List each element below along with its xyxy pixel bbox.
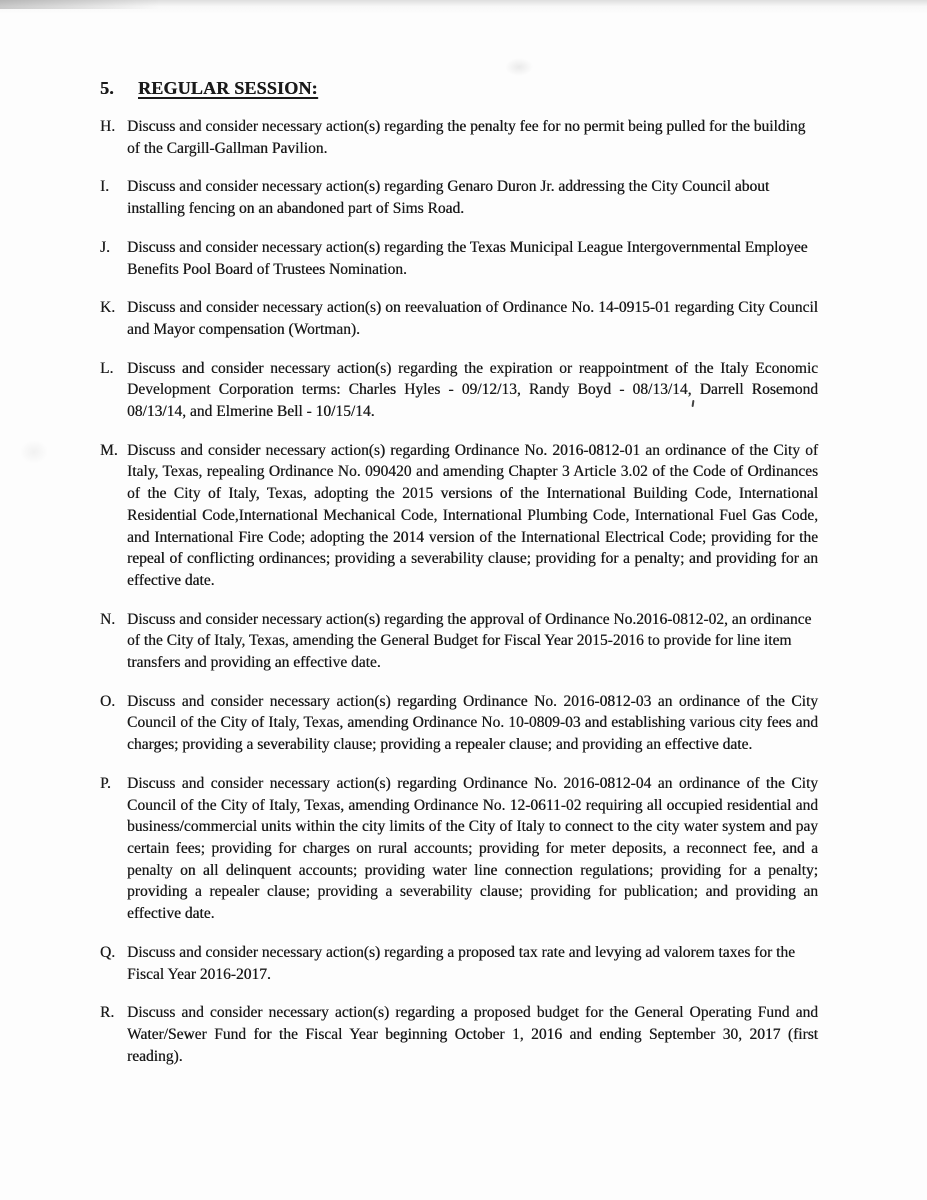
item-letter: H.	[100, 118, 116, 135]
item-text: Discuss and consider necessary action(s) regarding Ordinance No. 2016-0812-04 an ordinance of the City Council of the City of Italy, Texas, amending Ordinance No. 12-0611-02 requiring all occupied residential and business/commercial units within the city limits of the City of Italy to connect to the city water system and pay certain fees; providing for charges on rural accounts; providing for meter deposits, a reconnect fee, and a penalty on all delinquent accounts; providing water line connection regulations; providing for a penalty; providing a repealer clause; providing a severability clause; providing for publication; and providing an effective date.	[127, 774, 818, 923]
item-letter: I.	[100, 178, 110, 196]
scan-smudge	[20, 440, 48, 464]
agenda-item-i	[100, 176, 818, 219]
item-text: Discuss and consider necessary action(s) regarding a proposed tax rate and levying ad valorem taxes for the Fiscal Year 2016-2017.	[127, 943, 795, 983]
item-text: Discuss and consider necessary action(s) regarding the approval of Ordinance No.2016-0812-02, an ordinance of the City of Italy, Texas, amending the General Budget for Fiscal Year 2015-2016 to provide for line item transfers and providing an effective date.	[127, 610, 812, 672]
agenda-content	[100, 76, 818, 1084]
agenda-item-r	[100, 1002, 818, 1067]
agenda-item-n	[100, 609, 818, 674]
agenda-item-j	[100, 237, 818, 280]
section-title: REGULAR SESSION:	[138, 78, 318, 98]
item-letter: L.	[100, 359, 114, 377]
item-text: Discuss and consider necessary action(s) regarding Ordinance No. 2016-0812-03 an ordinance of the City Council of the City of Italy, Texas, amending Ordinance No. 10-0809-03 and establishing various city fees and charges; providing a severability clause; providing a repealer clause; and providing an effective date.	[127, 692, 818, 754]
scan-smudge	[505, 58, 533, 76]
item-text: Discuss and consider necessary action(s) regarding Ordinance No. 2016-0812-01 an ordinance of the City of Italy, Texas, repealing Ordinance No. 090420 and amending Chapter 3 Article 3.02 of the Code of Ordinances of the City of Italy, Texas, adopting the 2015 versions of the International Building Code, International Residential Code,International Mechanical Code, International Plumbing Code, International Fuel Gas Code, and International Fire Code; adopting the 2014 version of the International Electrical Code; providing for the repeal of conflicting ordinances; providing a severability clause; providing for a penalty; and providing for an effective date.	[127, 441, 818, 589]
item-text: Discuss and consider necessary action(s) regarding the Texas Municipal League Intergovernmental Employee Benefits Pool Board of Trustees Nomination.	[127, 238, 808, 278]
agenda-item-k	[100, 297, 818, 340]
item-text: Discuss and consider necessary action(s) on reevaluation of Ordinance No. 14-0915-01 regarding City Council and Mayor compensation (Wortman).	[127, 299, 818, 338]
item-letter: N.	[100, 610, 116, 628]
item-text: Discuss and consider necessary action(s) regarding Genaro Duron Jr. addressing the City Council about installing fencing on an abandoned part of Sims Road.	[127, 178, 770, 218]
agenda-item-o	[100, 691, 818, 756]
item-letter: K.	[100, 299, 116, 317]
item-letter: Q.	[100, 943, 116, 961]
item-text: Discuss and consider necessary action(s) regarding a proposed budget for the General Operating Fund and Water/Sewer Fund for the Fiscal Year beginning October 1, 2016 and ending September 30, 2017 (first reading).	[127, 1004, 818, 1065]
agenda-item-q	[100, 942, 818, 985]
agenda-item-l	[100, 358, 818, 423]
item-letter: M.	[100, 441, 118, 459]
agenda-item-m	[100, 440, 818, 592]
section-heading	[100, 76, 818, 100]
item-letter: J.	[100, 238, 110, 256]
item-letter: R.	[100, 1004, 115, 1022]
item-text: Discuss and consider necessary action(s) regarding the expiration or reappointment of the Italy Economic Development Corporation terms: Charles Hyles - 09/12/13, Randy Boyd - 08/13/14, Darrell Rosemond 08/13/14, and Elmerine Bell - 10/15/14.	[127, 359, 818, 421]
item-text: Discuss and consider necessary action(s) regarding the penalty fee for no permit being pulled for the building of the Cargill-Gallman Pavilion.	[127, 118, 806, 157]
item-letter: P.	[100, 774, 111, 792]
agenda-item-p	[100, 773, 818, 925]
section-number: 5.	[100, 78, 114, 98]
scan-corner-shadow	[0, 0, 160, 9]
scan-edge-shadow	[0, 0, 927, 14]
item-letter: O.	[100, 692, 116, 710]
agenda-item-h	[100, 116, 818, 159]
